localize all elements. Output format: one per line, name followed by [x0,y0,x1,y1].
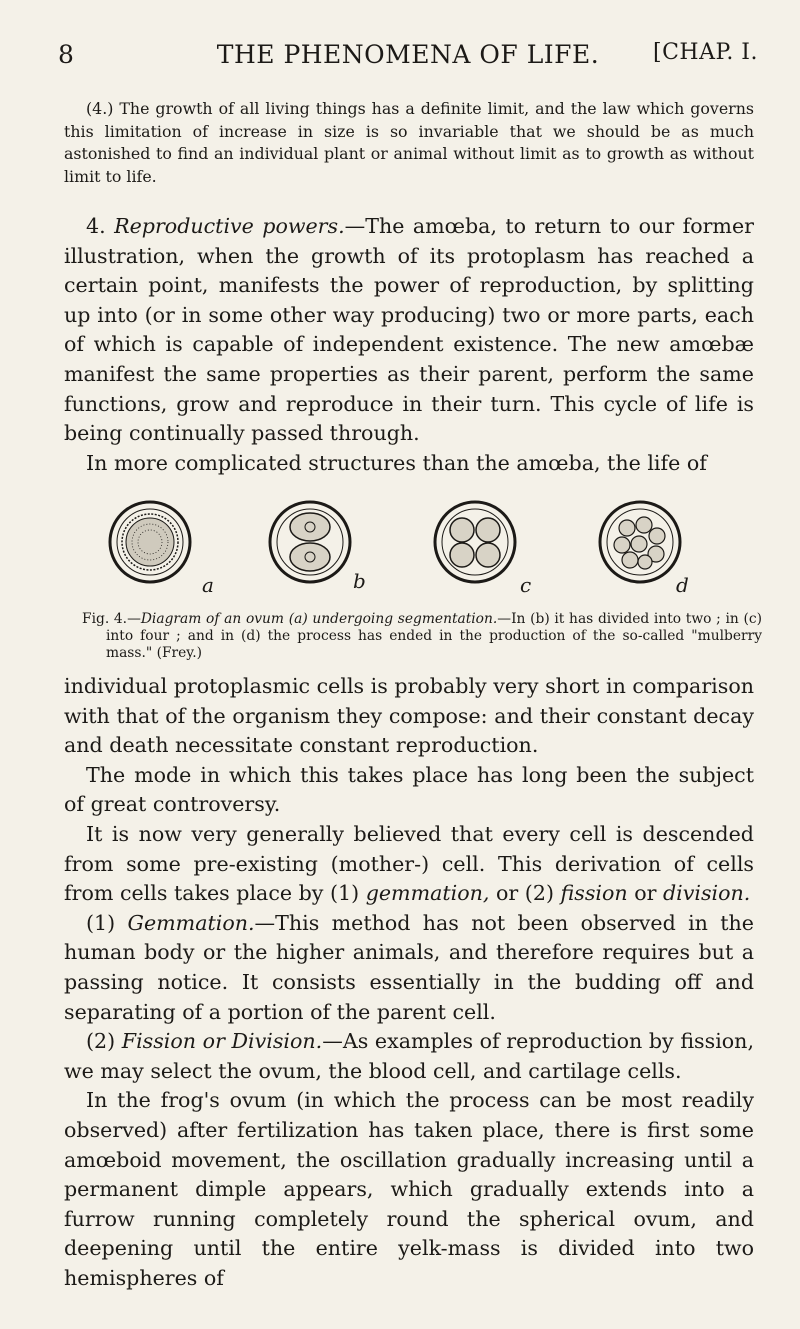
reproductive-paragraph [64,212,754,449]
fission-paragraph [64,1027,754,1086]
caption-title: Diagram of an ovum (a) undergoing segmentation. [140,611,498,627]
derivation-or-two: or (2) [489,881,561,906]
derivation-text: It is now very generally believed that every cell is descended from some pre-existing (mother-) cell. This derivation of cells from cells takes place by (1) [64,821,754,906]
ovum-a [110,502,190,582]
fission-label: (2) [86,1029,122,1054]
growth-paragraph-block [64,98,754,188]
caption-paragraph [82,611,762,662]
figure-label-b: b [353,569,366,593]
complicated-paragraph: In more complicated structures than the amœba, the life of [86,450,707,475]
derivation-paragraph [64,820,754,909]
fission-heading: Fission or Division. [121,1029,323,1054]
derivation-or: or [627,881,663,906]
running-header [58,40,758,80]
ovum-c [435,502,515,582]
segmentation-figure [100,500,720,600]
mode-paragraph: The mode in which this takes place has long been the subject of great controversy. [64,762,754,817]
gemmation-heading: Gemmation. [127,910,255,935]
growth-paragraph: (4.) The growth of all living things has a definite limit, and the law which governs this limitation of increase in size is so invariable that we should be as much astonished to find an individual plant or animal without limit as to growth as without limit to life. [64,99,754,186]
ovum-b [270,502,350,582]
section-number: 4. [86,214,106,238]
fission-term: fission [560,881,628,906]
gemmation-term: gemmation, [365,881,490,906]
section-text: —The amœba, to return to our former illustration, when the growth of its protoplasm has reached a certain point, manifests the power of reproduction, by splitting up into (or in some other way producing) two or more parts, each of which is capable of independent existence. The new amœbæ manifest the same properties as their parent, perform the same functions, grow and reproduce in their turn. This cycle of life is being continually passed through. [64,214,754,446]
gemmation-text: —This method has not been observed in the human body or the higher animals, and therefore requires but a passing notice. It consists essentially in the budding off and separating of a portion of the parent cell. [64,910,754,1024]
section-heading: Reproductive powers. [114,214,345,238]
ovum-d [600,502,680,582]
chapter-marker: [CHAP. I. [652,40,758,65]
figure-label-a: a [202,573,214,597]
ovum-diagram [100,500,720,600]
page-number: 8 [58,40,75,69]
caption-text: —In (b) it has divided into two ; in (c) into four ; and in (d) the process has ended in the production of the so-called "mulberry mass." (Frey.) [106,611,762,661]
main-text-block [64,672,754,1293]
figure-caption [82,611,762,662]
division-term: division. [663,881,751,906]
gemmation-paragraph [64,909,754,1027]
reproductive-section [64,212,754,478]
figure-label-c: c [520,573,532,597]
running-title: THE PHENOMENA OF LIFE. [216,40,600,69]
gemmation-label: (1) [86,910,128,935]
figure-label-d: d [676,573,689,597]
individual-paragraph: individual protoplasmic cells is probably very short in comparison with that of the organism they compose: and their constant decay and death necessitate constant reproduction. [64,674,754,758]
fission-text: —As examples of reproduction by fission, we may select the ovum, the blood cell, and cartilage cells. [64,1029,754,1083]
frog-paragraph: In the frog's ovum (in which the process can be most readily observed) after fertilization has taken place, there is first some amœboid movement, the oscillation gradually increasing until a permanent dimple appears, which gradually extends into a furrow running completely round the spherical ovum, and deepening until the entire yelk-mass is divided into two hemispheres of [64,1088,754,1290]
caption-prefix: Fig. 4.— [82,611,141,627]
